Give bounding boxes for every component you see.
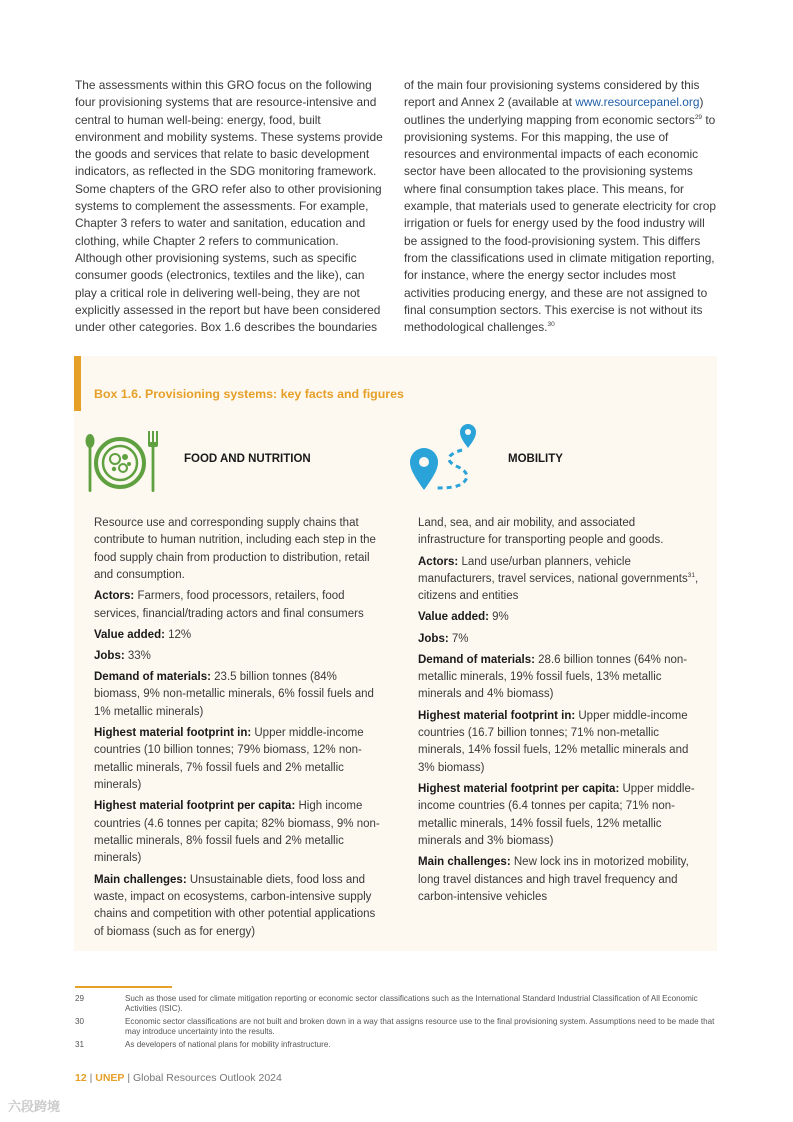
food-actors: Actors: Farmers, food processors, retailers, food services, financial/trading actors and final consumers [94, 590, 364, 620]
mobility-heading: MOBILITY [508, 453, 563, 465]
mobility-actors: Actors: Land use/urban planners, vehicle manufacturers, travel services, national governments$^{31}$, citizens and entities [418, 555, 699, 603]
food-challenges: Main challenges: Unsustainable diets, food loss and waste, impact on ecosystems, carbon-intensive supply chains and competition with other potential applications of biomass (such as for energy) [94, 873, 376, 938]
footnote-text: As developers of national plans for mobility infrastructure. [125, 1040, 331, 1049]
food-description: Resource use and corresponding supply chains that contribute to human nutrition, including each step in the food supply chain from production to distribution, retail and consumption. [94, 517, 376, 582]
mobility-jobs: Jobs: 7% [418, 632, 469, 645]
footnote-divider [75, 986, 172, 988]
food-footprint-per-capita: Highest material footprint per capita: High income countries (4.6 tonnes per capita; 82% biomass, 9% non-metallic minerals, 8% fossil fuels and 2% metallic minerals) [94, 800, 380, 865]
intro-right-column [404, 77, 720, 336]
footnote-ref-29[interactable]: 29 [694, 113, 703, 121]
box-title: Box 1.6. Provisioning systems: key facts and figures [94, 387, 404, 401]
box-accent-bar [74, 356, 81, 411]
footnote-number: 29 [75, 994, 85, 1003]
food-heading: FOOD AND NUTRITION [184, 453, 311, 465]
mobility-description: Land, sea, and air mobility, and associated infrastructure for transporting people and goods. [418, 517, 664, 547]
footnote-text: Economic sector classifications are not built and broken down in a way that assigns resource use to the final provisioning system. Assumptions need to be made that may introduce uncertainty into the results. [125, 1017, 715, 1037]
food-jobs: Jobs: 33% [94, 649, 151, 662]
watermark: 六段跨境 [8, 1099, 61, 1114]
footnote-29 [75, 994, 720, 1016]
footnote-number: 31 [75, 1040, 85, 1049]
food-highest-footprint: Highest material footprint in: Upper middle-income countries (10 billion tonnes; 79% biomass, 12% non-metallic minerals, 7% fossil fuels and 2% metallic minerals) [94, 726, 364, 792]
resourcepanel-link[interactable]: www.resourcepanel.org [575, 95, 700, 110]
mobility-highest-footprint: Highest material footprint in: Upper middle-income countries (16.7 billion tonnes; 71% non-metallic minerals, 14% fossil fuels, 12% metallic minerals and 3% biomass) [418, 709, 689, 774]
mobility-demand: Demand of materials: 28.6 billion tonnes (64% non-metallic minerals, 19% fossil fuels, 13% metallic minerals and 4% biomass) [418, 653, 688, 701]
footnote-30 [75, 1017, 720, 1039]
food-column [94, 515, 384, 945]
page-number: 12 [75, 1072, 87, 1084]
footnote-ref-30[interactable]: 30 [547, 321, 555, 329]
footer-title: Global Resources Outlook 2024 [133, 1072, 282, 1084]
footer-org: UNEP [95, 1072, 125, 1084]
plate-cutlery-icon [84, 430, 158, 496]
mobility-footprint-per-capita: Highest material footprint per capita: Upper middle-income countries (6.4 tonnes per capita; 71% non-metallic minerals, 14% fossil fuels, 12% metallic minerals and 3% biomass) [418, 782, 695, 848]
intro-left-column [75, 77, 387, 336]
box-provisioning-systems [74, 356, 717, 951]
mobility-challenges: Main challenges: New lock ins in motorized mobility, long travel distances and high travel frequency and carbon-intensive vehicles [418, 856, 689, 903]
footnote-31 [75, 1040, 720, 1052]
footnote-text: Such as those used for climate mitigation reporting or economic sector classifications such as the International Standard Industrial Classification of All Economic Activities (ISIC). [125, 994, 698, 1014]
intro-left-text: The assessments within this GRO focus on the following four provisioning systems that are resource-intensive and central to human well-being: energy, food, built environment and mobility systems. These systems provide the goods and services that relate to basic development indicators, as reflected in the SDG monitoring framework. Some chapters of the GRO refer also to other provisioning systems to complement the assessments. For example, Chapter 3 refers to water and sanitation, education and clothing, while Chapter 2 refers to communication. Although other provisioning systems, such as specific consumer goods (electronics, textiles and the like), can play a critical role in delivering well-being, they are not explicitly assessed in the report but have been considered under other categories. Box 1.6 describes the boundaries [75, 78, 383, 335]
intro-right-text: of the main four provisioning systems considered by this report and Annex 2 (available at www.resourcepanel.org) outlines the underlying mapping from economic sectors$^{29}$ to provisioning systems. For this mapping, the use of resources and environmental impacts of each economic sector have been allocated to the provisioning systems where final consumption takes place. This means, for example, that materials used to generate electricity for crop irrigation or fuels for energy used by the food industry will be assigned to the food-provisioning system. This differs from the classifications used in climate mitigation reporting, for instance, where the energy sector includes most activities producing energy, and these are not assigned to final consumption sectors. This exercise is not without its methodological challenges.$^{30}$ [404, 78, 716, 335]
food-demand: Demand of materials: 23.5 billion tonnes (84% biomass, 9% non-metallic minerals, 6% fossil fuels and 1% metallic minerals) [94, 671, 374, 718]
food-value-added: Value added: 12% [94, 628, 192, 641]
route-pins-icon [408, 420, 480, 496]
mobility-column [418, 515, 703, 910]
footnote-number: 30 [75, 1017, 85, 1026]
footnote-ref-31[interactable]: 31 [687, 571, 695, 579]
page-footer: 12 | UNEP | Global Resources Outlook 2024 [75, 1072, 282, 1084]
mobility-value-added: Value added: 9% [418, 611, 509, 624]
